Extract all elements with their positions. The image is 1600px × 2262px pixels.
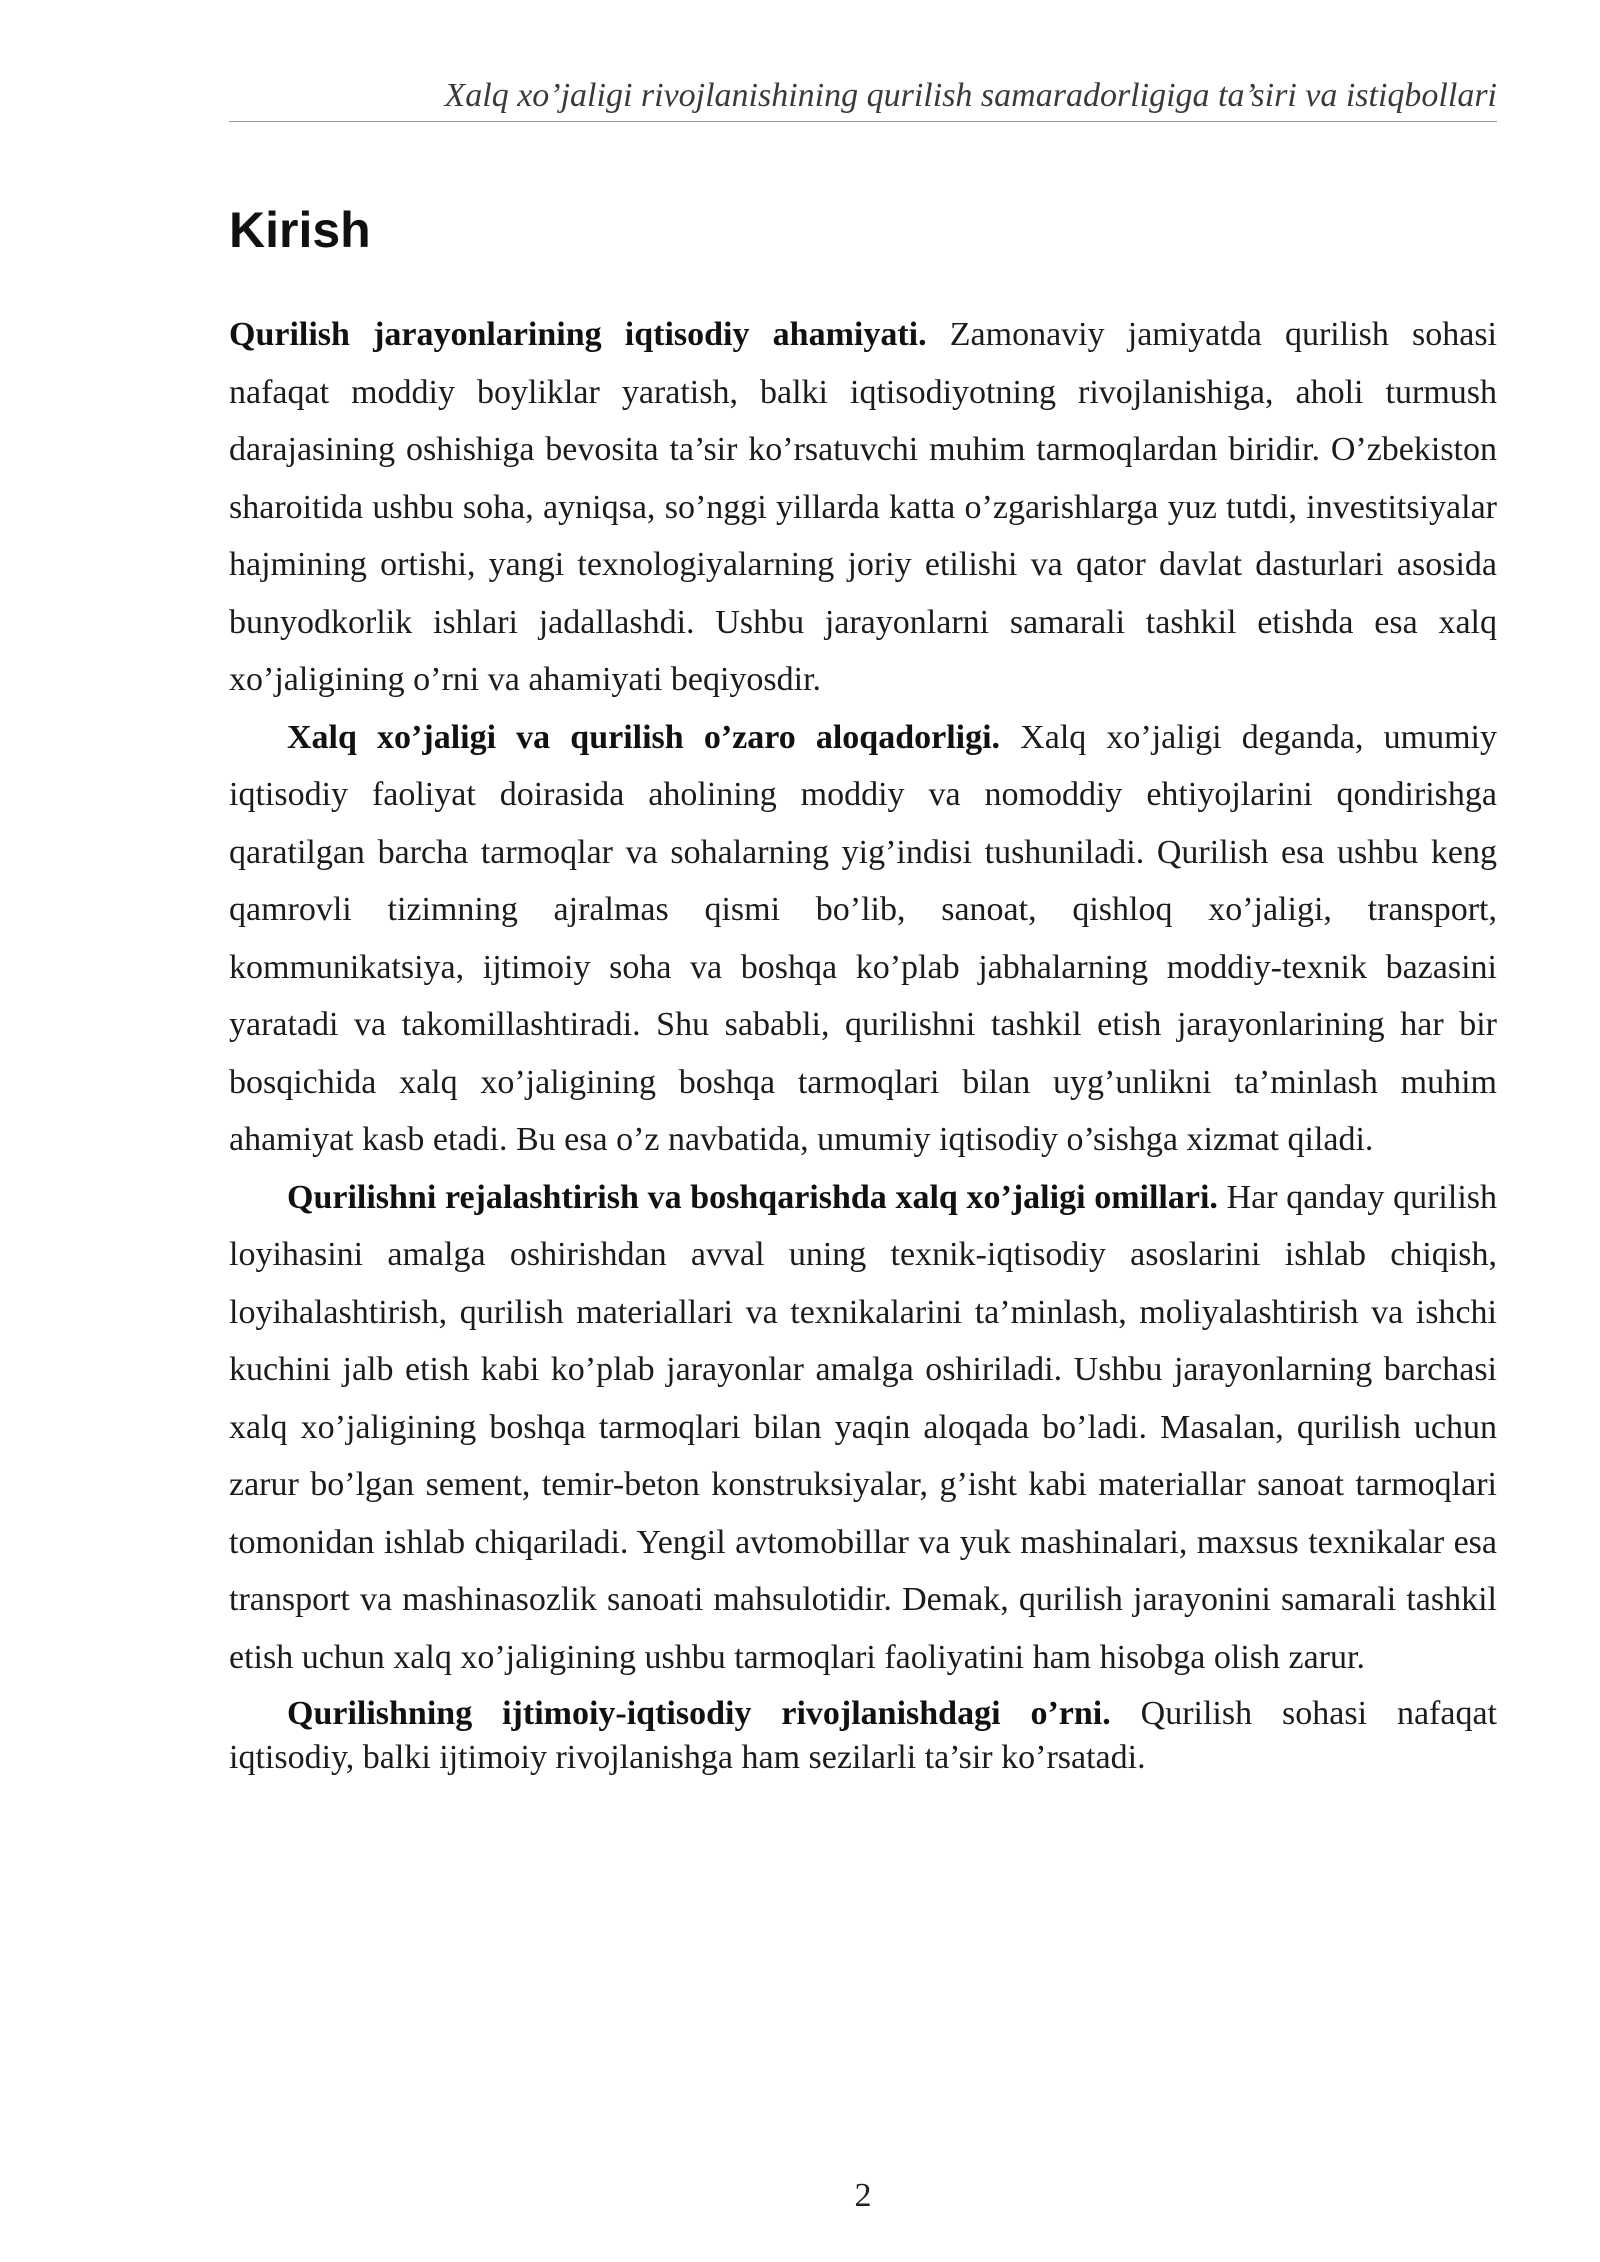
paragraph-text: Har qanday qurilish loyihasini amalga oshirishdan avval uning texnik-iqtisodiy asoslarini ishlab chiqish, loyihalashtirish, qurilish materiallari va texnikalarini ta’minlash, moliyalashtirish va ishchi kuchini jalb etish kabi ko’plab jarayonlar amalga oshiriladi. Ushbu jarayonlarning barchasi xalq xo’jaligining boshqa tarmoqlari bilan yaqin aloqada bo’ladi. Masalan, qurilish uchun zarur bo’lgan sement, temir-beton konstruksiyalar, g’isht kabi materiallar sanoat tarmoqlari tomonidan ishlab chiqariladi. Yengil avtomobillar va yuk mashinalari, maxsus texnikalar esa transport va mashinasozlik sanoati mahsulotidir. Demak, qurilish jarayonini samarali tashkil etish uchun xalq xo’jaligining ushbu tarmoqlari faoliyatini ham hisobga olish zarur. — [229, 1178, 1497, 1676]
section-title: Kirish — [229, 202, 371, 258]
paragraph-economic-importance — [229, 306, 1497, 709]
page-number: 2 — [854, 2177, 872, 2214]
body-text — [229, 306, 1497, 1780]
paragraph-socio-economic-role — [229, 1692, 1497, 1780]
paragraph-planning-factors — [229, 1169, 1497, 1687]
paragraph-heading: Qurilish jarayonlarining iqtisodiy ahamiyati. — [229, 316, 927, 353]
paragraph-text: Xalq xo’jaligi deganda, umumiy iqtisodiy faoliyat doirasida aholining moddiy va nomoddiy ehtiyojlarini qondirishga qaratilgan barcha tarmoqlar va sohalarning yig’indisi tushuniladi. Qurilish esa ushbu keng qamrovli tizimning ajralmas qismi bo’lib, sanoat, qishloq xo’jaligi, transport, kommunikatsiya, ijtimoiy soha va boshqa ko’plab jabhalarning moddiy-texnik bazasini yaratadi va takomillashtiradi. Shu sababli, qurilishni tashkil etish jarayonlarining har bir bosqichida xalq xo’jaligining boshqa tarmoqlari bilan uyg’unlikni ta’minlash muhim ahamiyat kasb etadi. Bu esa o’z navbatida, umumiy iqtisodiy o’sishga xizmat qiladi. — [229, 718, 1497, 1158]
paragraph-heading: Xalq xo’jaligi va qurilish o’zaro aloqadorligi. — [287, 718, 1001, 756]
paragraph-interrelation — [229, 709, 1497, 1169]
paragraph-text: Qurilish sohasi nafaqat iqtisodiy, balki ijtimoiy rivojlanishga ham sezilarli ta’sir ko’rsatadi. — [229, 1695, 1497, 1776]
running-header: Xalq xo’jaligi rivojlanishining qurilish samaradorligiga ta’siri va istiqbollari — [444, 77, 1497, 114]
document-page — [229, 0, 1497, 2262]
paragraph-heading: Qurilishning ijtimoiy-iqtisodiy rivojlanishdagi o’rni. — [287, 1695, 1111, 1732]
paragraph-heading: Qurilishni rejalashtirish va boshqarishda xalq xo’jaligi omillari. — [287, 1178, 1218, 1216]
header-rule — [229, 121, 1497, 122]
paragraph-text: Zamonaviy jamiyatda qurilish sohasi nafaqat moddiy boyliklar yaratish, balki iqtisodiyotning rivojlanishiga, aholi turmush darajasining oshishiga bevosita ta’sir ko’rsatuvchi muhim tarmoqlardan biridir. O’zbekiston sharoitida ushbu soha, ayniqsa, so’nggi yillarda katta o’zgarishlarga yuz tutdi, investitsiyalar hajmining ortishi, yangi texnologiyalarning joriy etilishi va qator davlat dasturlari asosida bunyodkorlik ishlari jadallashdi. Ushbu jarayonlarni samarali tashkil etishda esa xalq xo’jaligining o’rni va ahamiyati beqiyosdir. — [229, 316, 1498, 698]
